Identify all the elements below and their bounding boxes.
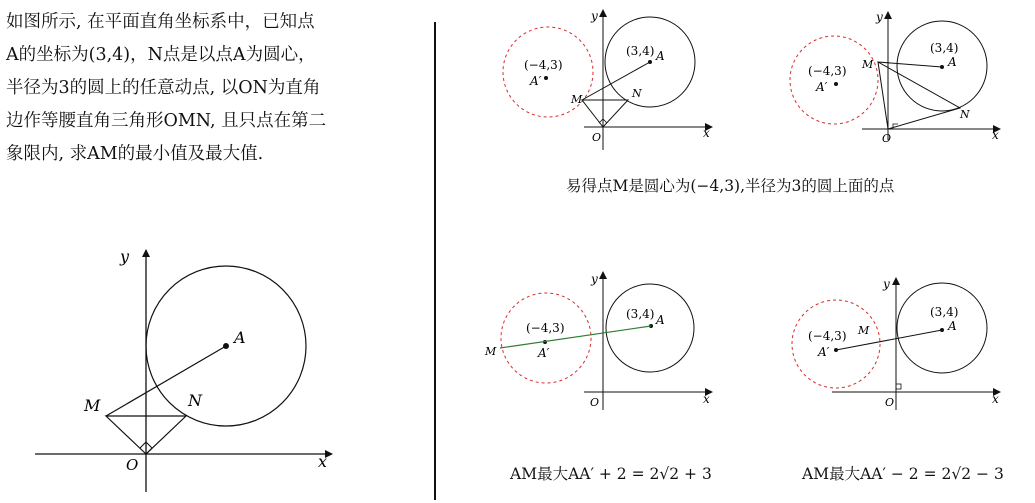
fig2-coord-ap: (−4,3) xyxy=(808,64,847,78)
fig4-segment-am xyxy=(836,330,942,350)
fig4-label-m: M xyxy=(858,324,870,337)
fig2-label-m: M xyxy=(862,58,874,71)
fig4-label-a: A xyxy=(948,319,957,333)
fig3-coord-ap: (−4,3) xyxy=(526,321,565,335)
main-label-y: y xyxy=(120,247,130,266)
fig3-label-ap: A′ xyxy=(538,346,550,360)
fig4-label-y: y xyxy=(883,277,890,291)
main-label-m: M xyxy=(84,396,101,415)
problem-line-4: 边作等腰直角三角形OMN, 且只点在第二 xyxy=(6,111,327,131)
fig1-label-y: y xyxy=(591,9,598,23)
main-label-x: x xyxy=(318,452,328,471)
fig1-coord-a: (3,4) xyxy=(626,44,655,58)
main-label-a: A xyxy=(234,328,246,347)
fig3-coord-a: (3,4) xyxy=(626,307,655,321)
problem-line-2: A的坐标为(3,4)，N点是以点A为圆心， xyxy=(6,45,316,65)
fig2-triangle xyxy=(878,62,960,129)
problem-line-1: 如图所示, 在平面直角坐标系中，已知点 xyxy=(6,12,315,32)
fig3-label-o: O xyxy=(590,396,600,409)
fig4-label-ap: A′ xyxy=(818,345,830,359)
fig2-label-y: y xyxy=(876,10,883,24)
fig3-label-a: A xyxy=(656,313,665,327)
fig1-label-n: N xyxy=(632,87,642,100)
main-label-o: O xyxy=(126,456,139,474)
caption-top: 易得点M是圆心为(−4,3),半径为3的圆上面的点 xyxy=(566,177,895,195)
fig4-origin-marker xyxy=(896,384,901,389)
fig4 xyxy=(792,277,1000,410)
fig3-label-y: y xyxy=(591,272,598,286)
fig2-point-ap xyxy=(834,82,838,86)
problem-line-5: 象限内, 求AM的最小值及最大值. xyxy=(6,144,264,164)
fig3-dashed-circle xyxy=(501,293,591,383)
fig1-label-ap: A′ xyxy=(530,74,542,88)
fig2-label-n: N xyxy=(960,108,970,121)
fig2-coord-a: (3,4) xyxy=(930,41,959,55)
fig2-label-x: x xyxy=(992,128,999,142)
main-figure xyxy=(35,247,332,492)
fig4-coord-ap: (−4,3) xyxy=(808,329,847,343)
fig2-dashed-circle xyxy=(790,36,878,124)
fig2-label-o: O xyxy=(882,132,892,145)
fig4-label-x: x xyxy=(992,392,999,406)
fig1-point-ap xyxy=(544,76,548,80)
main-segment-am xyxy=(106,346,226,416)
fig3-circle xyxy=(606,284,694,372)
fig1-coord-ap: (−4,3) xyxy=(524,58,563,72)
main-label-n: N xyxy=(188,391,202,410)
fig1-label-m: M xyxy=(571,93,583,106)
fig1 xyxy=(503,9,712,150)
fig2-label-ap: A′ xyxy=(816,80,828,94)
fig3-label-x: x xyxy=(703,392,710,406)
caption-max: AM最大AA′ + 2 = 2√2 + 3 xyxy=(510,465,712,483)
fig2-label-a: A xyxy=(948,55,957,69)
fig1-label-a: A xyxy=(656,49,665,63)
problem-line-3: 半径为3的圆上的任意动点, 以ON为直角 xyxy=(6,78,321,98)
fig3-segment-am xyxy=(500,326,651,348)
fig1-triangle xyxy=(582,100,628,127)
fig4-coord-a: (3,4) xyxy=(930,305,959,319)
fig1-label-o: O xyxy=(592,131,602,144)
fig4-label-o: O xyxy=(885,396,895,409)
fig2 xyxy=(790,10,1000,145)
fig3 xyxy=(484,272,712,410)
fig1-label-x: x xyxy=(703,126,710,140)
caption-min: AM最大AA′ − 2 = 2√2 − 3 xyxy=(802,465,1004,483)
fig3-label-m: M xyxy=(485,345,497,358)
